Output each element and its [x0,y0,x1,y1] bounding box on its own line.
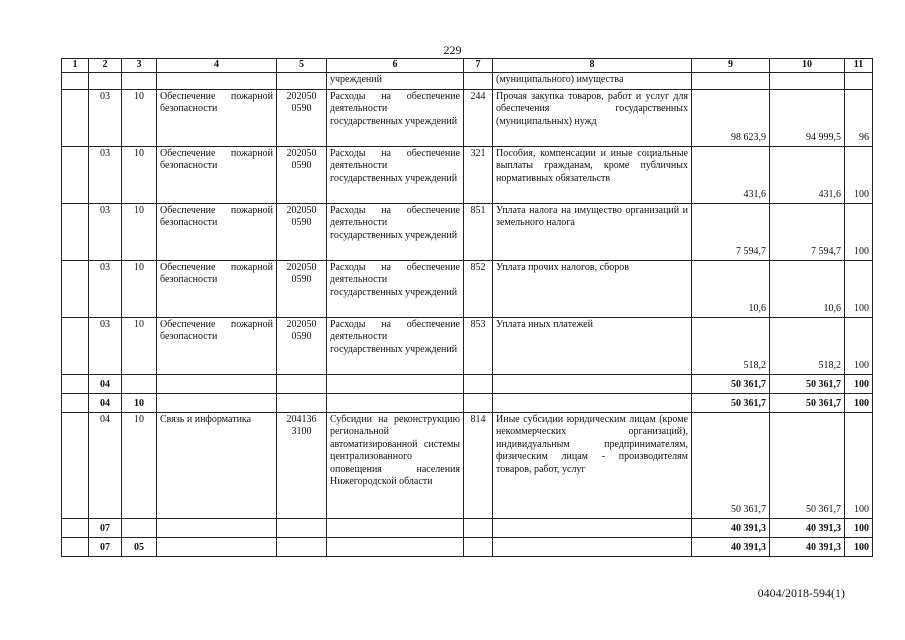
table-cell [157,518,277,537]
table-cell: 851 [464,203,493,260]
table-cell: 100 [845,317,873,374]
table-cell [277,374,327,393]
table-cell: Обеспечение пожарной безопасности [157,260,277,317]
table-cell [62,518,89,537]
table-row [62,317,873,374]
table-cell: 98 623,9 [692,89,770,146]
table-cell [157,72,277,89]
table-row [62,89,873,146]
table-cell [845,72,873,89]
document-code: 0404/2018-594(1) [757,586,845,600]
table-cell [62,89,89,146]
table-cell [277,72,327,89]
table-row [62,72,873,89]
col-header: 1 [62,59,89,73]
table-cell: (муниципального) имущества [493,72,692,89]
table-cell: 814 [464,412,493,518]
table-cell: 7 594,7 [770,203,845,260]
table-cell: 244 [464,89,493,146]
table-cell [122,72,157,89]
table-cell: 518,2 [692,317,770,374]
table-cell: 10,6 [770,260,845,317]
table-cell [157,537,277,556]
table-cell [62,260,89,317]
table-cell: Уплата прочих налогов, сборов [493,260,692,317]
col-header: 7 [464,59,493,73]
table-cell: 100 [845,203,873,260]
col-header: 8 [493,59,692,73]
table-cell: 03 [89,89,122,146]
table-cell: 853 [464,317,493,374]
table-cell: 202050 0590 [277,89,327,146]
table-cell [89,72,122,89]
table-cell [464,393,493,412]
table-cell [62,412,89,518]
table-cell: 10 [122,412,157,518]
table-cell: 10 [122,89,157,146]
table-cell: 50 361,7 [770,412,845,518]
table-cell: 202050 0590 [277,260,327,317]
table-cell [464,374,493,393]
table-cell [62,374,89,393]
table-cell: 100 [845,537,873,556]
table-cell: 96 [845,89,873,146]
table-cell [493,537,692,556]
table-cell: 100 [845,146,873,203]
table-cell [62,72,89,89]
table-cell: 202050 0590 [277,317,327,374]
table-cell: 518,2 [770,317,845,374]
col-header: 10 [770,59,845,73]
table-cell: 50 361,7 [770,374,845,393]
table-cell [327,537,464,556]
table-cell: 7 594,7 [692,203,770,260]
table-cell: Связь и информатика [157,412,277,518]
table-cell [327,374,464,393]
table-cell: 40 391,3 [692,518,770,537]
table-cell: 04 [89,393,122,412]
table-cell: 10 [122,146,157,203]
table-row [62,203,873,260]
table-cell: Обеспечение пожарной безопасности [157,203,277,260]
table-cell: 431,6 [770,146,845,203]
table-cell: Обеспечение пожарной безопасности [157,89,277,146]
table-cell: Расходы на обеспечение деятельности государственных учреждений [327,260,464,317]
table-cell [157,393,277,412]
table-cell [277,537,327,556]
table-cell: Расходы на обеспечение деятельности государственных учреждений [327,203,464,260]
table-cell: Уплата иных платежей [493,317,692,374]
table-cell: 100 [845,412,873,518]
table-row [62,146,873,203]
table-cell: 10 [122,260,157,317]
table-cell: Обеспечение пожарной безопасности [157,317,277,374]
table-cell: Расходы на обеспечение деятельности государственных учреждений [327,89,464,146]
table-cell [464,72,493,89]
table-cell: 50 361,7 [770,393,845,412]
table-cell: 03 [89,317,122,374]
table-cell [327,393,464,412]
table-cell: Иные субсидии юридическим лицам (кроме некоммерческих организаций), индивидуальным предпринимателям, физическим лицам - производителям товаров, работ, услуг [493,412,692,518]
table-cell: Обеспечение пожарной безопасности [157,146,277,203]
table-cell: 100 [845,518,873,537]
table-cell [62,393,89,412]
table-cell: 202050 0590 [277,203,327,260]
table-cell [62,146,89,203]
table-cell [62,317,89,374]
table-cell: 07 [89,537,122,556]
budget-table [61,58,873,557]
col-header: 9 [692,59,770,73]
col-header: 2 [89,59,122,73]
table-cell: 202050 0590 [277,146,327,203]
table-cell: Расходы на обеспечение деятельности государственных учреждений [327,317,464,374]
table-cell: 852 [464,260,493,317]
table-cell: 40 391,3 [692,537,770,556]
table-cell: 03 [89,260,122,317]
table-cell: 50 361,7 [692,393,770,412]
col-header: 4 [157,59,277,73]
table-cell: 100 [845,260,873,317]
table-row [62,412,873,518]
table-cell [122,518,157,537]
table-cell: 05 [122,537,157,556]
table-cell: 431,6 [692,146,770,203]
table-cell: 40 391,3 [770,518,845,537]
table-cell: Прочая закупка товаров, работ и услуг для обеспечения государственных (муниципальных) нужд [493,89,692,146]
table-cell: Пособия, компенсации и иные социальные выплаты гражданам, кроме публичных нормативных обязательств [493,146,692,203]
table-cell [122,374,157,393]
table-row [62,537,873,556]
table-cell: учреждений [327,72,464,89]
table-cell: 10 [122,317,157,374]
table-cell: 04 [89,412,122,518]
table-cell: 03 [89,203,122,260]
table-cell [62,203,89,260]
table-cell: 10 [122,203,157,260]
table-cell: 10 [122,393,157,412]
header-row [62,59,873,73]
table-cell: 100 [845,393,873,412]
col-header: 11 [845,59,873,73]
table-row [62,393,873,412]
table-cell [464,537,493,556]
col-header: 3 [122,59,157,73]
table-cell: 50 361,7 [692,412,770,518]
table-row [62,518,873,537]
table-cell: 03 [89,146,122,203]
table-cell [62,537,89,556]
col-header: 5 [277,59,327,73]
table-cell: Субсидии на реконструкцию региональной автоматизированной системы централизованного оповещения населения Нижегородской области [327,412,464,518]
table-row [62,374,873,393]
table-cell: 04 [89,374,122,393]
col-header: 6 [327,59,464,73]
table-cell [327,518,464,537]
table-cell [692,72,770,89]
table-cell: 94 999,5 [770,89,845,146]
table-cell [464,518,493,537]
table-row [62,260,873,317]
table-cell [493,518,692,537]
table-cell: 07 [89,518,122,537]
table-cell [157,374,277,393]
table-cell [277,393,327,412]
table-cell [493,393,692,412]
table-cell: 100 [845,374,873,393]
page-number: 229 [443,43,462,57]
table-cell: 321 [464,146,493,203]
table-cell [277,518,327,537]
table-cell: 40 391,3 [770,537,845,556]
table-cell: Уплата налога на имущество организаций и земельного налога [493,203,692,260]
table-cell [493,374,692,393]
table-cell: 50 361,7 [692,374,770,393]
table-cell: 204136 3100 [277,412,327,518]
table-cell: 10,6 [692,260,770,317]
table-cell [770,72,845,89]
table-cell: Расходы на обеспечение деятельности государственных учреждений [327,146,464,203]
